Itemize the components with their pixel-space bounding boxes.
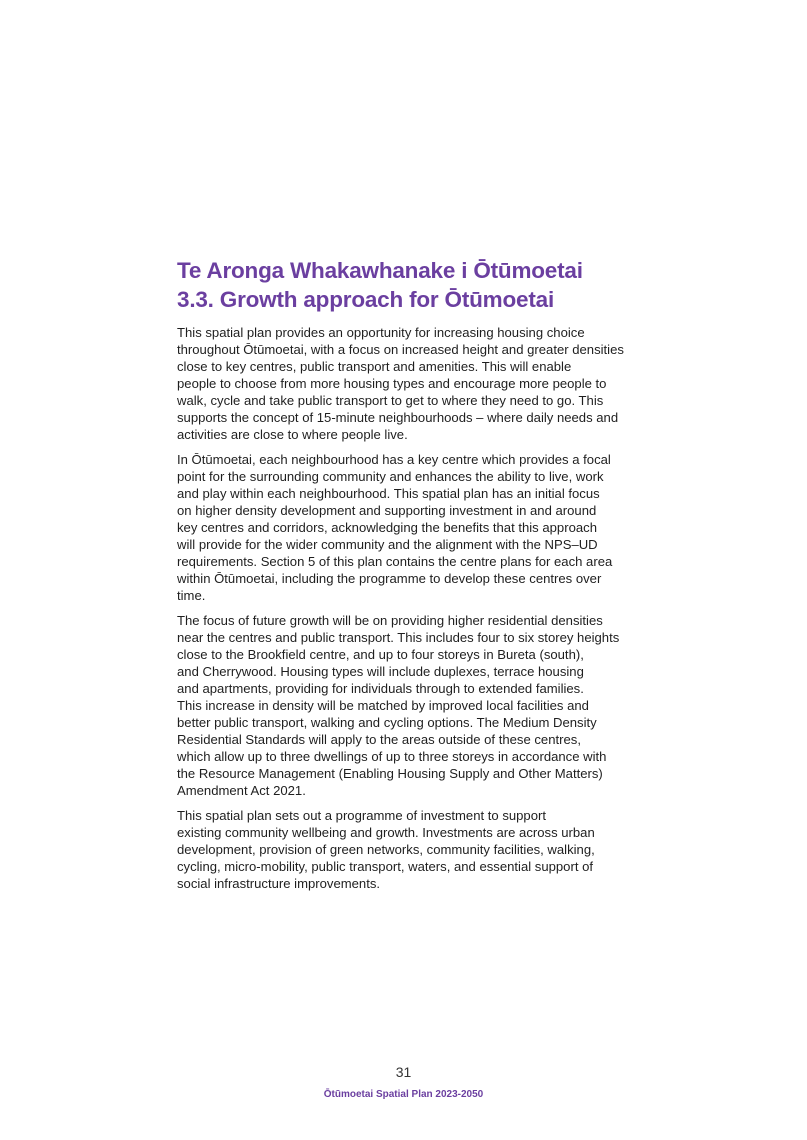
- page-number: 31: [395, 1064, 412, 1080]
- paragraph-future-growth: [177, 612, 642, 799]
- text-line: social infrastructure improvements.: [177, 876, 381, 891]
- text-line: supports the concept of 15-minute neighbourhoods – where daily needs and: [177, 410, 619, 425]
- text-line: Amendment Act 2021.: [177, 783, 306, 798]
- text-line: on higher density development and supporting investment in and around: [177, 503, 597, 518]
- text-line: the Resource Management (Enabling Housing Supply and Other Matters): [177, 766, 603, 781]
- text-line: In Ōtūmoetai, each neighbourhood has a key centre which provides a focal: [177, 452, 611, 467]
- text-line: This spatial plan sets out a programme of investment to support: [177, 808, 546, 823]
- heading-maori-title: Te Aronga Whakawhanake i Ōtūmoetai: [177, 258, 583, 283]
- text-line: within Ōtūmoetai, including the programme to develop these centres over: [177, 571, 602, 586]
- text-line: time.: [177, 588, 206, 603]
- text-line: point for the surrounding community and enhances the ability to live, work: [177, 469, 604, 484]
- text-line: close to key centres, public transport and amenities. This will enable: [177, 359, 572, 374]
- text-line: key centres and corridors, acknowledging the benefits that this approach: [177, 520, 597, 535]
- text-line: development, provision of green networks, community facilities, walking,: [177, 842, 595, 857]
- paragraph-key-centres: [177, 451, 642, 604]
- text-line: near the centres and public transport. This includes four to six storey heights: [177, 630, 620, 645]
- text-line: cycling, micro-mobility, public transport, waters, and essential support of: [177, 859, 594, 874]
- text-line: and play within each neighbourhood. This spatial plan has an initial focus: [177, 486, 600, 501]
- paragraph-investment-programme: [177, 807, 642, 892]
- text-line: people to choose from more housing types and encourage more people to: [177, 376, 607, 391]
- footer-document-title: Ōtūmoetai Spatial Plan 2023-2050: [323, 1089, 484, 1100]
- text-line: and Cherrywood. Housing types will include duplexes, terrace housing: [177, 664, 584, 679]
- text-line: This spatial plan provides an opportunity for increasing housing choice: [177, 325, 585, 340]
- text-line: The focus of future growth will be on providing higher residential densities: [177, 613, 603, 628]
- page-content: [177, 256, 642, 900]
- text-line: and apartments, providing for individuals through to extended families.: [177, 681, 584, 696]
- text-line: activities are close to where people live.: [177, 427, 408, 442]
- text-line: better public transport, walking and cycling options. The Medium Density: [177, 715, 597, 730]
- text-line: throughout Ōtūmoetai, with a focus on increased height and greater densities: [177, 342, 624, 357]
- paragraph-housing-choice: [177, 324, 642, 443]
- text-line: will provide for the wider community and the alignment with the NPS–UD: [177, 537, 598, 552]
- text-line: close to the Brookfield centre, and up to four storeys in Bureta (south),: [177, 647, 584, 662]
- text-line: which allow up to three dwellings of up to three storeys in accordance with: [177, 749, 607, 764]
- heading-english-title: 3.3. Growth approach for Ōtūmoetai: [177, 287, 554, 312]
- text-line: walk, cycle and take public transport to get to where they need to go. This: [177, 393, 604, 408]
- section-heading: [177, 256, 642, 314]
- text-line: requirements. Section 5 of this plan contains the centre plans for each area: [177, 554, 613, 569]
- text-line: Residential Standards will apply to the areas outside of these centres,: [177, 732, 581, 747]
- text-line: existing community wellbeing and growth. Investments are across urban: [177, 825, 595, 840]
- text-line: This increase in density will be matched by improved local facilities and: [177, 698, 589, 713]
